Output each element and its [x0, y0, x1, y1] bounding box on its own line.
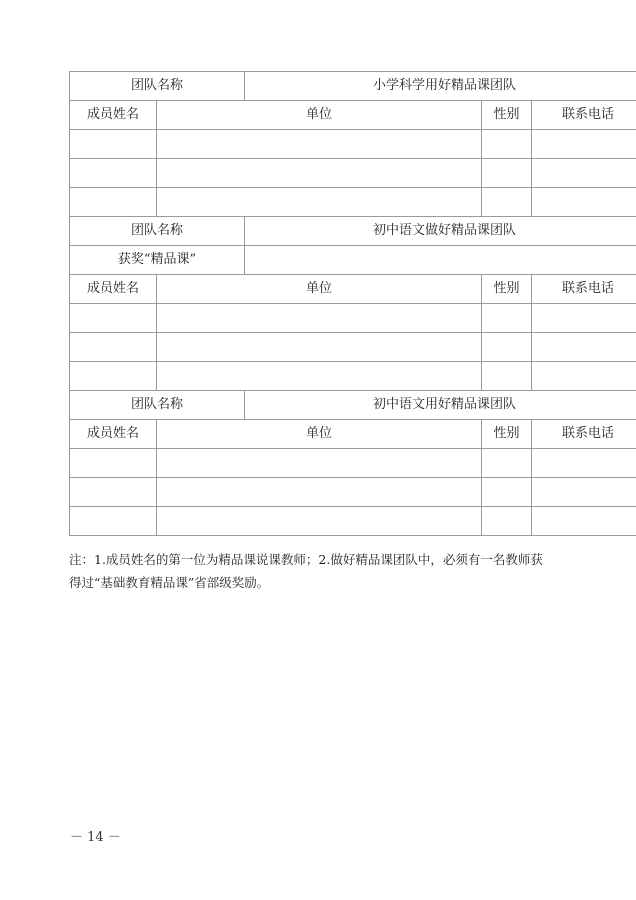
member-phone-cell[interactable]	[532, 188, 636, 217]
member-name-cell[interactable]	[70, 188, 157, 217]
header-gender: 性别	[482, 275, 532, 304]
header-member-name: 成员姓名	[70, 420, 157, 449]
member-unit-cell[interactable]	[157, 449, 482, 478]
page-number: － 14 －	[70, 830, 121, 845]
member-unit-cell[interactable]	[157, 333, 482, 362]
footnote-line-2: 得过“基础教育精品课”省部级奖励。	[69, 575, 270, 590]
member-unit-cell[interactable]	[157, 159, 482, 188]
team-name-row	[70, 217, 636, 246]
footnote-line-1: 注：1.成员姓名的第一位为精品课说课教师；2.做好精品课团队中，必须有一名教师获	[69, 552, 543, 567]
member-name-cell[interactable]	[70, 304, 157, 333]
team-registration-table	[69, 71, 636, 536]
member-row	[70, 304, 636, 333]
member-gender-cell[interactable]	[482, 304, 532, 333]
member-row	[70, 362, 636, 391]
member-name-cell[interactable]	[70, 507, 157, 536]
team-name-label: 团队名称	[70, 217, 245, 246]
member-row	[70, 333, 636, 362]
member-row	[70, 449, 636, 478]
award-label: 获奖“精品课”	[70, 246, 245, 275]
award-value[interactable]	[245, 246, 636, 275]
member-unit-cell[interactable]	[157, 130, 482, 159]
team-name-row	[70, 72, 636, 101]
member-phone-cell[interactable]	[532, 333, 636, 362]
member-name-cell[interactable]	[70, 449, 157, 478]
member-row	[70, 188, 636, 217]
member-unit-cell[interactable]	[157, 304, 482, 333]
header-member-name: 成员姓名	[70, 101, 157, 130]
member-name-cell[interactable]	[70, 478, 157, 507]
header-gender: 性别	[482, 101, 532, 130]
header-phone: 联系电话	[532, 101, 636, 130]
header-unit: 单位	[157, 420, 482, 449]
member-name-cell[interactable]	[70, 130, 157, 159]
member-header-row	[70, 420, 636, 449]
member-gender-cell[interactable]	[482, 507, 532, 536]
team-name-row	[70, 391, 636, 420]
member-gender-cell[interactable]	[482, 159, 532, 188]
member-gender-cell[interactable]	[482, 130, 532, 159]
header-unit: 单位	[157, 275, 482, 304]
header-gender: 性别	[482, 420, 532, 449]
member-phone-cell[interactable]	[532, 362, 636, 391]
member-gender-cell[interactable]	[482, 333, 532, 362]
member-phone-cell[interactable]	[532, 507, 636, 536]
member-unit-cell[interactable]	[157, 478, 482, 507]
footnote	[69, 548, 569, 594]
member-phone-cell[interactable]	[532, 449, 636, 478]
team-name-label: 团队名称	[70, 391, 245, 420]
header-phone: 联系电话	[532, 420, 636, 449]
team-name-value: 小学科学用好精品课团队	[245, 72, 636, 101]
member-row	[70, 159, 636, 188]
member-gender-cell[interactable]	[482, 188, 532, 217]
member-row	[70, 130, 636, 159]
member-gender-cell[interactable]	[482, 449, 532, 478]
award-row	[70, 246, 636, 275]
team-name-value: 初中语文做好精品课团队	[245, 217, 636, 246]
header-phone: 联系电话	[532, 275, 636, 304]
header-unit: 单位	[157, 101, 482, 130]
member-phone-cell[interactable]	[532, 478, 636, 507]
member-header-row	[70, 101, 636, 130]
member-name-cell[interactable]	[70, 159, 157, 188]
member-gender-cell[interactable]	[482, 362, 532, 391]
member-unit-cell[interactable]	[157, 507, 482, 536]
member-name-cell[interactable]	[70, 333, 157, 362]
header-member-name: 成员姓名	[70, 275, 157, 304]
team-name-value: 初中语文用好精品课团队	[245, 391, 636, 420]
team-name-label: 团队名称	[70, 72, 245, 101]
member-phone-cell[interactable]	[532, 304, 636, 333]
member-phone-cell[interactable]	[532, 159, 636, 188]
member-unit-cell[interactable]	[157, 188, 482, 217]
member-row	[70, 478, 636, 507]
member-name-cell[interactable]	[70, 362, 157, 391]
member-unit-cell[interactable]	[157, 362, 482, 391]
member-gender-cell[interactable]	[482, 478, 532, 507]
member-header-row	[70, 275, 636, 304]
member-phone-cell[interactable]	[532, 130, 636, 159]
member-row	[70, 507, 636, 536]
